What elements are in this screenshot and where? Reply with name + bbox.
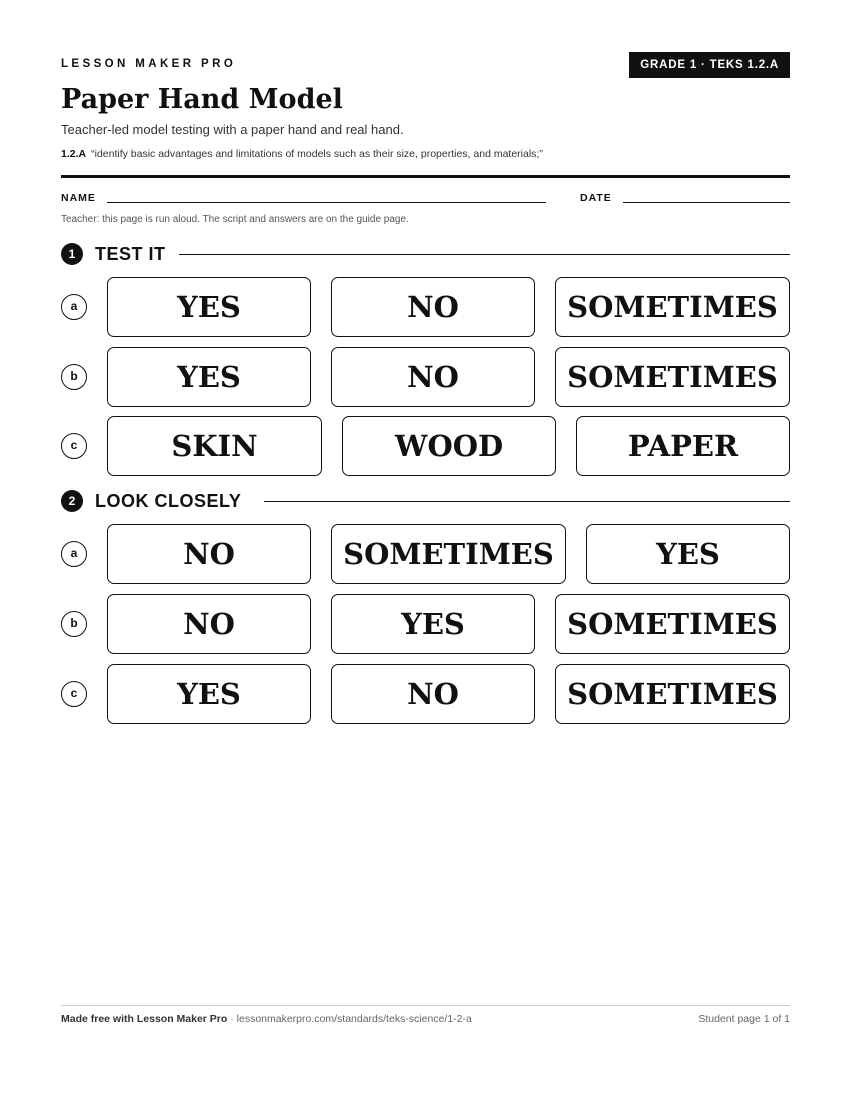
- section-number: 2: [61, 490, 83, 512]
- page-title: Paper Hand Model: [61, 84, 343, 115]
- answer-choice[interactable]: WOOD: [342, 416, 556, 476]
- section-look-closely: [61, 490, 790, 512]
- answer-choice[interactable]: YES: [331, 594, 535, 654]
- question-letter: a: [61, 294, 87, 320]
- grade-badge: GRADE 1 · TEKS 1.2.A: [629, 52, 790, 78]
- answer-choice[interactable]: YES: [107, 277, 311, 337]
- footer-url[interactable]: lessonmakerpro.com/standards/teks-science/1-2-a: [236, 1013, 472, 1025]
- header-divider: [61, 175, 790, 178]
- standard-text: “identify basic advantages and limitations of models such as their size, properties, and materials;”: [91, 148, 543, 160]
- name-date-row: [61, 192, 790, 206]
- standard-code: 1.2.A: [61, 148, 87, 160]
- answer-choice[interactable]: SOMETIMES: [555, 277, 790, 337]
- question-row-2a: [61, 524, 790, 584]
- date-label: DATE: [580, 192, 612, 204]
- question-letter: b: [61, 364, 87, 390]
- section-number: 1: [61, 243, 83, 265]
- section-rule: [179, 254, 790, 255]
- footer-divider: [61, 1005, 790, 1006]
- question-row-2b: [61, 594, 790, 654]
- section-label: TEST IT: [95, 244, 166, 264]
- answer-choice[interactable]: SOMETIMES: [331, 524, 566, 584]
- question-letter: a: [61, 541, 87, 567]
- name-field[interactable]: [107, 202, 546, 203]
- standard-statement: [61, 148, 543, 160]
- page-footer: [61, 1013, 790, 1025]
- answer-choice[interactable]: YES: [107, 664, 311, 724]
- answer-choice[interactable]: NO: [331, 277, 535, 337]
- worksheet-page: [61, 0, 790, 1100]
- answer-choice[interactable]: NO: [107, 524, 311, 584]
- section-test-it: [61, 243, 790, 265]
- question-row-1c: [61, 416, 790, 476]
- answer-choice[interactable]: YES: [586, 524, 790, 584]
- section-rule: [264, 501, 790, 502]
- answer-choice[interactable]: SOMETIMES: [555, 664, 790, 724]
- question-row-2c: [61, 664, 790, 724]
- question-letter: c: [61, 681, 87, 707]
- question-row-1b: [61, 347, 790, 407]
- answer-choice[interactable]: SOMETIMES: [555, 594, 790, 654]
- answer-choice[interactable]: NO: [331, 347, 535, 407]
- answer-choice[interactable]: SKIN: [107, 416, 322, 476]
- answer-choice[interactable]: SOMETIMES: [555, 347, 790, 407]
- teacher-note: Teacher: this page is run aloud. The script and answers are on the guide page.: [61, 214, 409, 225]
- section-label: LOOK CLOSELY: [95, 491, 242, 511]
- page-number: Student page 1 of 1: [698, 1013, 790, 1025]
- answer-choice[interactable]: YES: [107, 347, 311, 407]
- footer-credit: Made free with Lesson Maker Pro: [61, 1013, 228, 1025]
- question-letter: b: [61, 611, 87, 637]
- question-letter: c: [61, 433, 87, 459]
- answer-choice[interactable]: NO: [107, 594, 311, 654]
- brand-name: LESSON MAKER PRO: [61, 58, 237, 70]
- date-field[interactable]: [623, 202, 790, 203]
- answer-choice[interactable]: NO: [331, 664, 535, 724]
- top-bar: [61, 52, 790, 78]
- footer-separator: ·: [227, 1013, 237, 1025]
- answer-choice[interactable]: PAPER: [576, 416, 790, 476]
- page-subtitle: Teacher-led model testing with a paper hand and real hand.: [61, 122, 404, 137]
- name-label: NAME: [61, 192, 96, 204]
- question-row-1a: [61, 277, 790, 337]
